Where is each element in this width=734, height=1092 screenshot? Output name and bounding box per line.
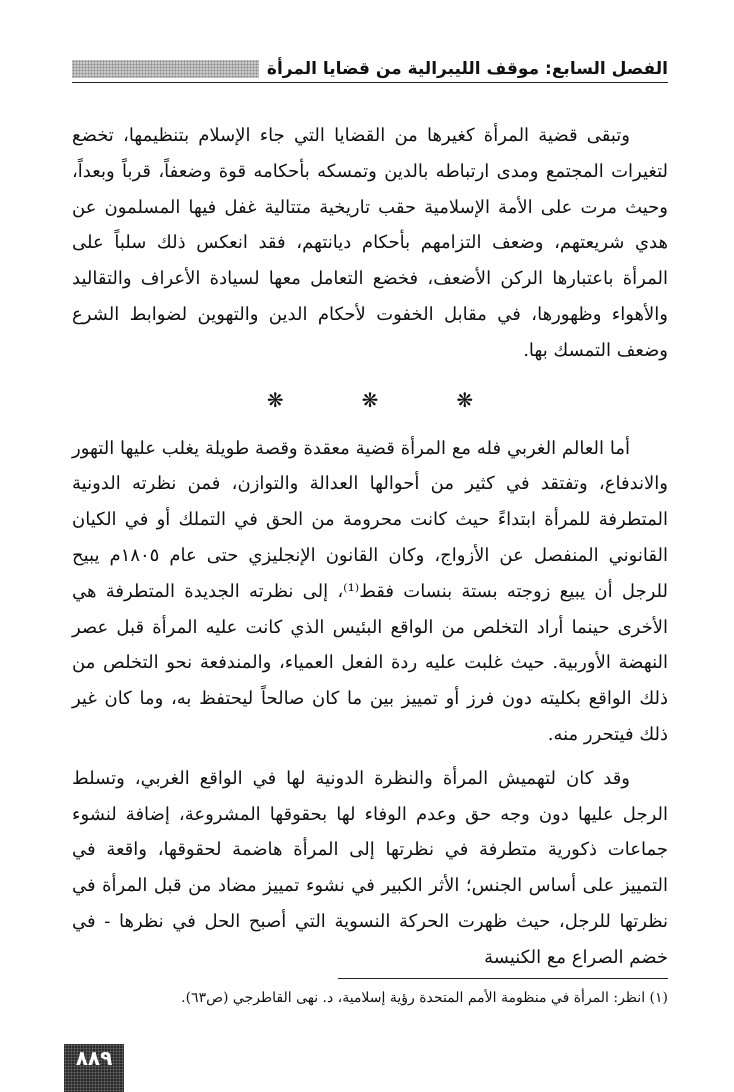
chapter-title: الفصل السابع: موقف الليبرالية من قضايا المرأة (266, 59, 668, 79)
paragraph-3: وقد كان لتهميش المرأة والنظرة الدونية لها في الواقع الغربي، وتسلط الرجل عليها دون وجه حق وعدم الوفاء لها بحقوقها المشروعة، إضافة لنشوء جماعات ذكورية متطرفة في نظرتها إلى المرأة هاضمة لحقوقها، واقعة في التمييز على أساس الجنس؛ الأثر الكبير في نشوء تمييز مضاد من قبل المرأة في نظرتها للرجل، حيث ظهرت الحركة النسوية التي أصبح الحل في نظرها - في خضم الصراع مع الكنيسة (72, 767, 668, 968)
page-number: ٨٨٩ (64, 1044, 124, 1092)
separator-star-icon: ❋ (266, 387, 284, 412)
header-decorative-bar (72, 60, 259, 78)
section-separator (72, 375, 668, 427)
separator-star-icon: ❋ (361, 387, 379, 412)
paragraph-1: وتبقى قضية المرأة كغيرها من القضايا التي جاء الإسلام بتنظيمها، تخضع لتغيرات المجتمع ومدى ارتباطه بالدين وتمسكه بأحكامه قوة وضعفاً، قرباً وبعداً، وحيث مرت على الأمة الإسلامية حقب تاريخية متتالية غفل فيها المسلمون عن هدي شريعتهم، وضعف التزامهم بأحكام ديانتهم، فقد انعكس ذلك سلباً على المرأة باعتبارها الركن الأضعف، فخضع التعامل معها لسيادة الأعراف والتقاليد والأهواء وظهورها، في مقابل الخفوت لأحكام الدين والتهوين لضوابط الشرع وضعف التمسك بها. (72, 125, 668, 361)
footnote-divider (338, 978, 668, 979)
footnote: (١) انظر: المرأة في منظومة الأمم المتحدة رؤية إسلامية، د. نهى القاطرجي (ص٦٣). (181, 990, 668, 1006)
separator-star-icon: ❋ (456, 387, 474, 412)
paragraph-2: أما العالم الغربي فله مع المرأة قضية معقدة وقصة طويلة يغلب عليها التهور والاندفاع، وتفتقد في كثير من أحوالها العدالة والتوازن، فمن نظرته الدونية المتطرفة للمرأة ابتداءً حيث كانت محرومة من الحق في التملك أو في الكيان القانوني المنفصل عن الأزواج، وكان القانون الإنجليزي حتى عام ١٨٠٥م يبيح للرجل أن يبيع زوجته بستة بنسات فقط⁽¹⁾، إلى نظرته الجديدة المتطرفة هي الأخرى حينما أراد التخلص من الواقع البئيس الذي كانت عليه المرأة قبل عصر النهضة الأوربية. حيث غلبت عليه ردة الفعل العمياء، والمندفعة نحو التخلص من ذلك الواقع بكليته دون فرز أو تمييز بين ما كان صالحاً ليحتفظ به، وما كان غير ذلك فيتحرر منه. (72, 437, 669, 745)
running-header (72, 56, 668, 83)
main-text (72, 118, 668, 976)
